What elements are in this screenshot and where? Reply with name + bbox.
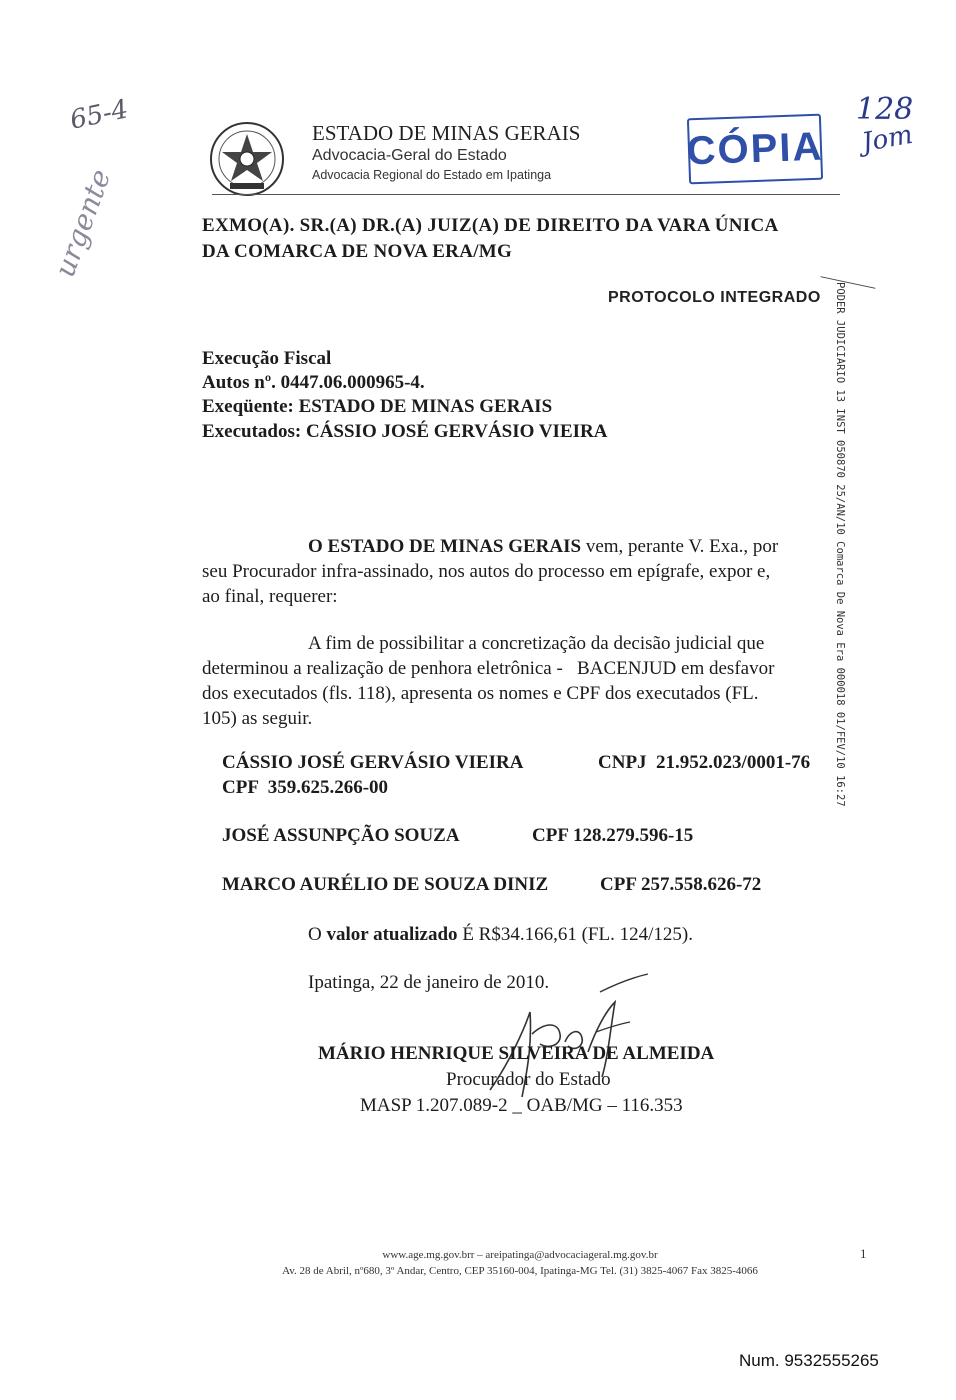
addressee-line-1: EXMO(A). SR.(A) DR.(A) JUIZ(A) DE DIREITO DA VARA ÚNICA: [202, 215, 779, 236]
footer-contact-line: www.age.mg.gov.brr – areipatinga@advocaciageral.mg.gov.br: [382, 1249, 658, 1261]
protocolo-stamp: PROTOCOLO INTEGRADO: [608, 289, 821, 306]
body-paragraph-1-line-2: seu Procurador infra-assinado, nos autos do processo em epígrafe, expor e,: [202, 561, 771, 582]
footer-page-number: 1: [860, 1246, 867, 1261]
case-autos: Autos nº. 0447.06.000965-4.: [202, 372, 425, 393]
party-1-name: CÁSSIO JOSÉ GERVÁSIO VIEIRA: [222, 752, 524, 773]
party-3-name: MARCO AURÉLIO DE SOUZA DINIZ: [222, 874, 549, 895]
body-paragraph-2-line-3: dos executados (fls. 118), apresenta os nomes e CPF dos executados (FL.: [202, 683, 759, 704]
party-3-cpf: CPF 257.558.626-72: [600, 874, 762, 895]
header-agency: Advocacia-Geral do Estado: [312, 147, 507, 164]
vertical-receipt-stamp: PODER JUDICIÁRIO 13 INST 050870 25/AN/10 Comarca De Nova Era 000018 01/FEV/10 16:27: [834, 282, 846, 807]
body-paragraph-1-line-3: ao final, requerer:: [202, 586, 338, 607]
handwritten-initials: Jom: [859, 119, 915, 159]
body-paragraph-2-line-1: A fim de possibilitar a concretização da decisão judicial que: [308, 633, 765, 654]
party-2-cpf: CPF 128.279.596-15: [532, 825, 694, 846]
header-office: Advocacia Regional do Estado em Ipatinga: [312, 168, 552, 182]
footer-address-line: Av. 28 de Abril, nº680, 3º Andar, Centro, CEP 35160-004, Ipatinga-MG Tel. (31) 3825-4067 Fax 3825-4066: [282, 1265, 758, 1277]
signature-image: [470, 972, 660, 1112]
party-1-cpf: CPF 359.625.266-00: [222, 777, 389, 798]
handwritten-page-number: 128: [856, 92, 914, 127]
addressee-line-2: DA COMARCA DE NOVA ERA/MG: [202, 241, 513, 262]
valor-atualizado-line: [308, 922, 693, 947]
signer-ids: MASP 1.207.089-2 _ OAB/MG – 116.353: [360, 1095, 683, 1116]
header-divider: [212, 194, 840, 195]
party-2-name: JOSÉ ASSUNPÇÃO SOUZA: [222, 825, 460, 846]
case-type: Execução Fiscal: [202, 348, 332, 369]
body-bold-entity: O ESTADO DE MINAS GERAIS: [308, 536, 582, 557]
document-number: Num. 9532555265: [739, 1351, 879, 1370]
signer-role: Procurador do Estado: [446, 1069, 611, 1090]
state-seal: [208, 120, 286, 198]
handwritten-note-side: urgente: [48, 164, 118, 282]
valor-amount: É R$34.166,61 (FL. 124/125).: [457, 924, 693, 945]
body-line-1-rest: vem, perante V. Exa., por: [581, 536, 779, 557]
case-exequente: Exeqüente: ESTADO DE MINAS GERAIS: [202, 396, 553, 417]
signature-scribble-icon: [470, 972, 660, 1112]
body-paragraph-2-line-2: determinou a realização de penhora eletrônica - BACENJUD em desfavor: [202, 658, 775, 679]
signer-name: MÁRIO HENRIQUE SILVEIRA DE ALMEIDA: [318, 1043, 715, 1064]
seal-icon: [208, 120, 286, 198]
header-state-name: ESTADO DE MINAS GERAIS: [312, 121, 581, 145]
copia-stamp: CÓPIA: [687, 114, 823, 185]
valor-label: valor atualizado: [326, 924, 458, 945]
valor-prefix: O: [308, 924, 327, 945]
place-date: Ipatinga, 22 de janeiro de 2010.: [308, 972, 550, 993]
case-executados: Executados: CÁSSIO JOSÉ GERVÁSIO VIEIRA: [202, 421, 608, 442]
body-paragraph-2-line-4: 105) as seguir.: [202, 708, 313, 729]
handwritten-note-top-left: 65-4: [67, 94, 131, 136]
party-1-cnpj: CNPJ 21.952.023/0001-76: [598, 752, 811, 773]
body-paragraph-1-line-1: [308, 534, 778, 559]
